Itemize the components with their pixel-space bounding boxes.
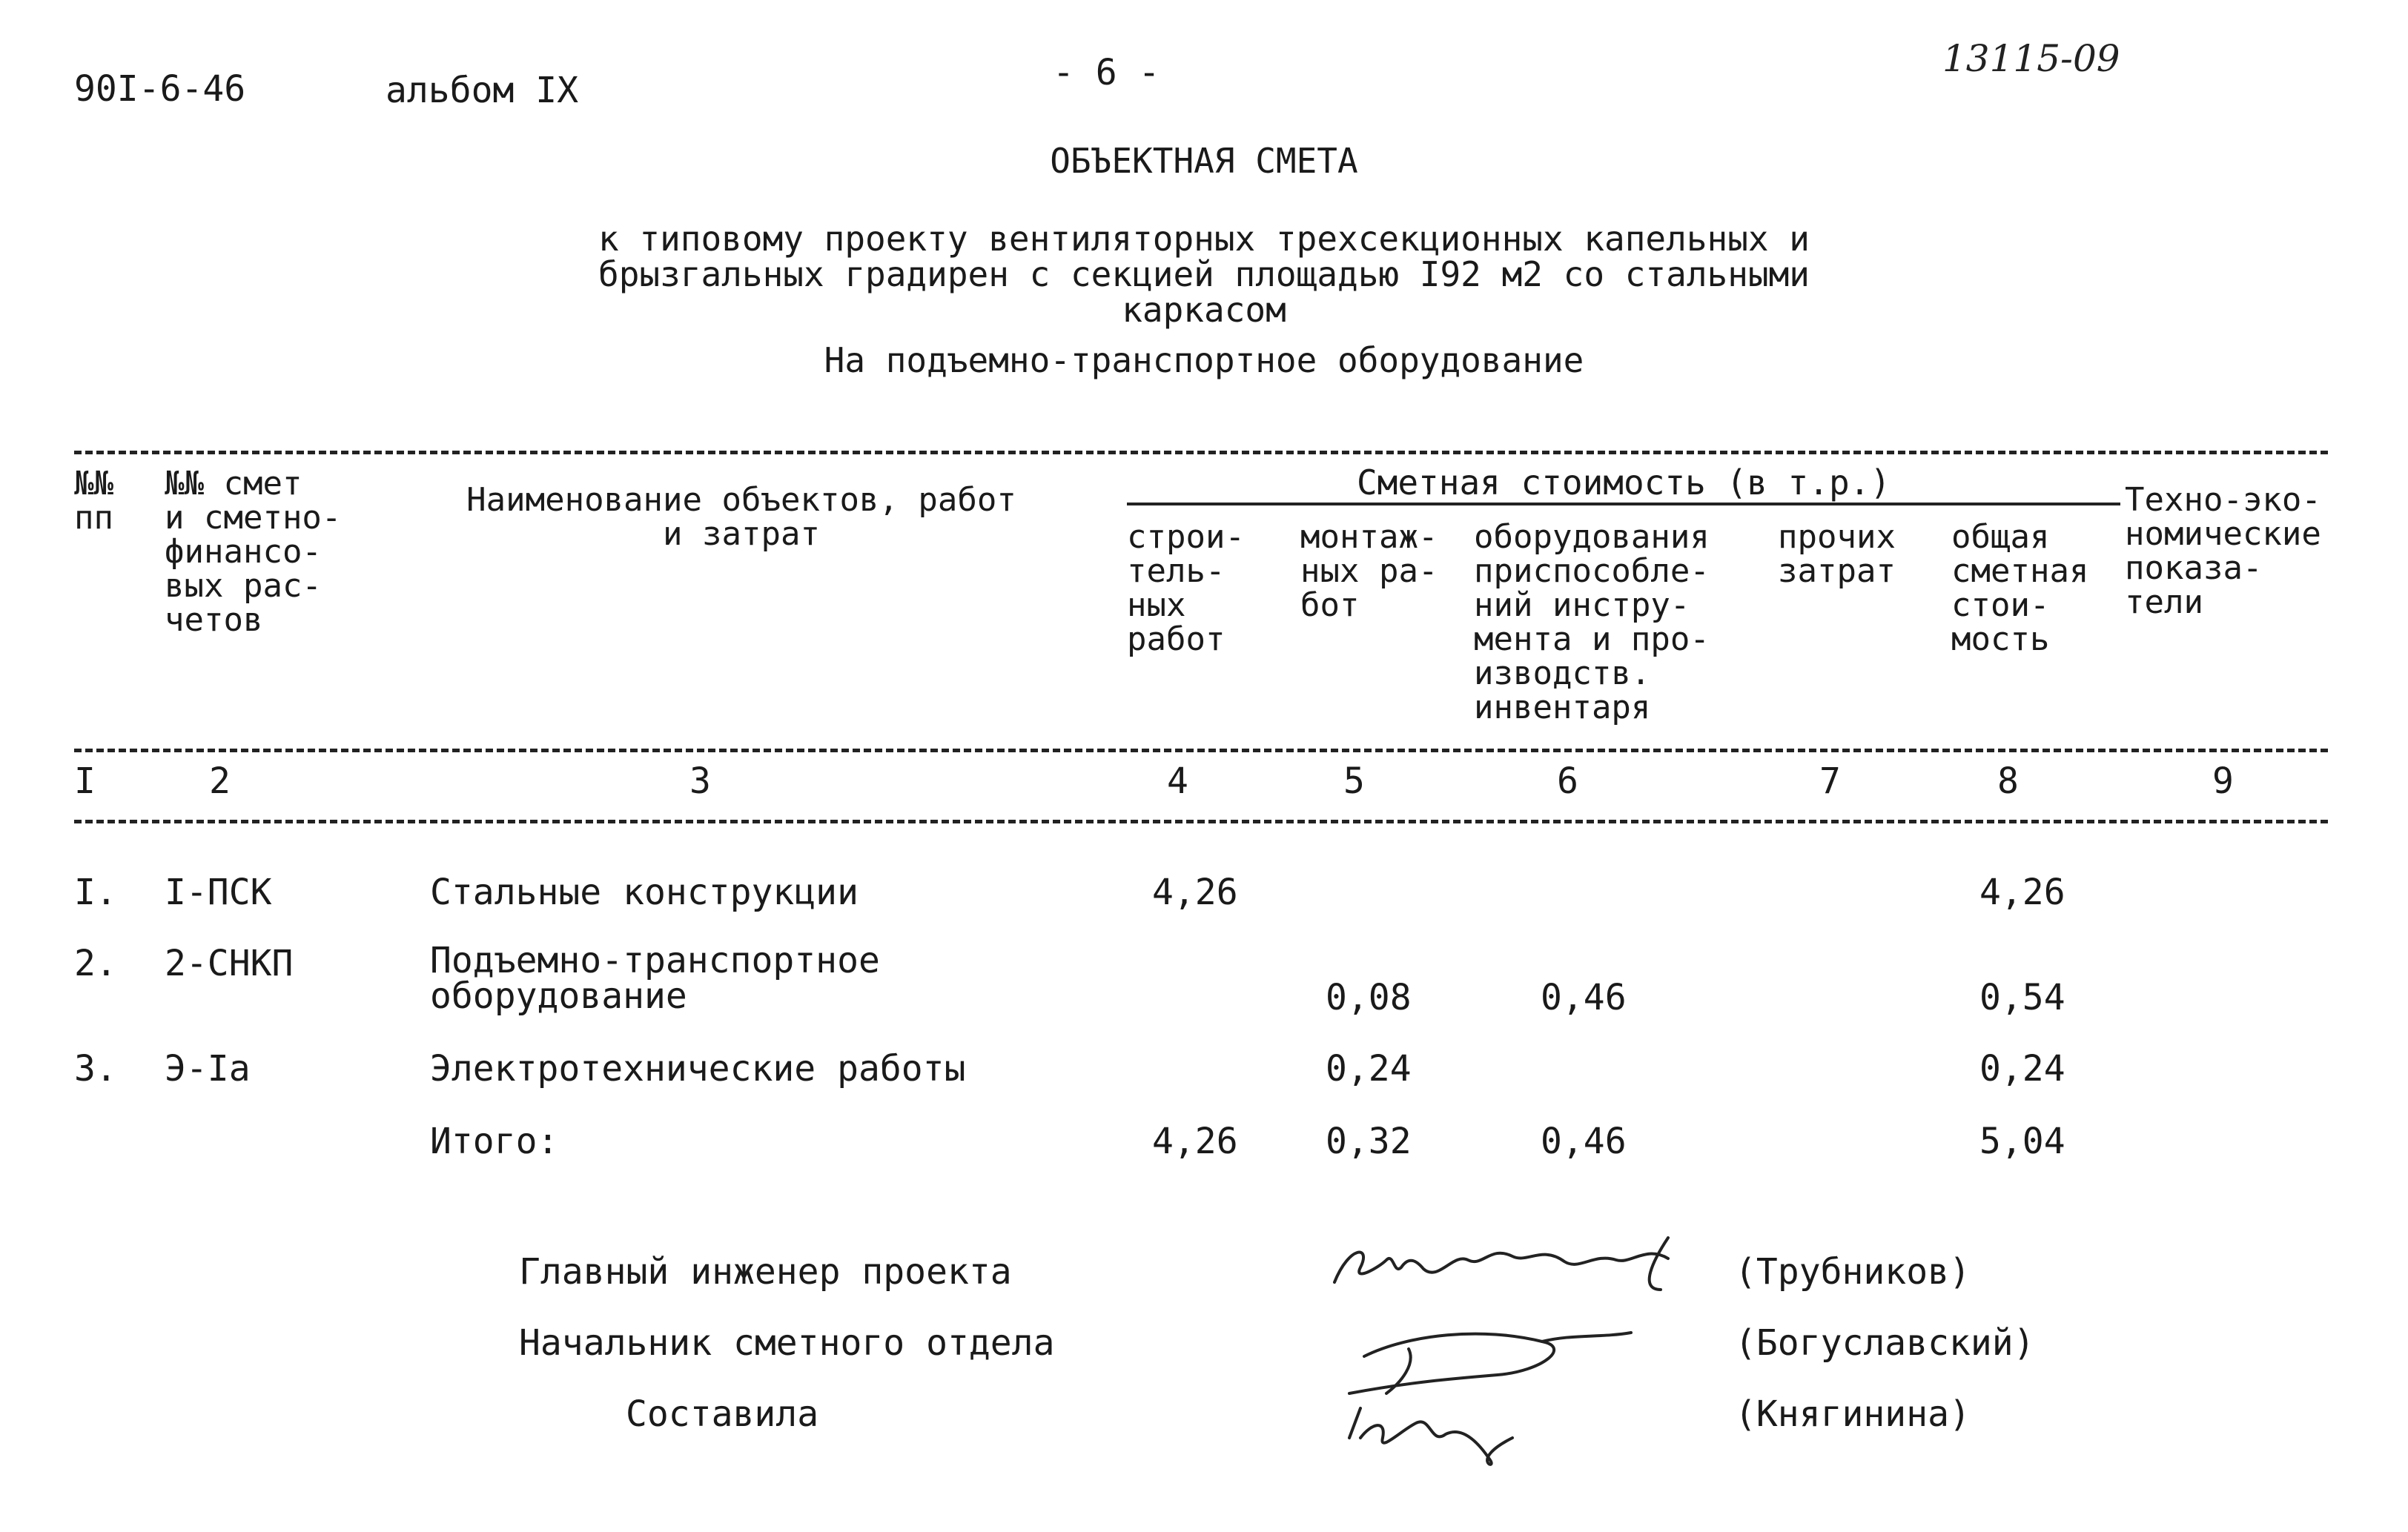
- cost-group-underline: [1127, 503, 2120, 505]
- page-number: - 6 -: [1053, 52, 1160, 93]
- signature-name-compiler: (Княгинина): [1735, 1393, 1971, 1435]
- row-installation-cost: 0,24: [1326, 1048, 1412, 1090]
- row-code: Э-Iа: [165, 1048, 251, 1090]
- subtitle-equipment: На подъемно-транспортное оборудование: [824, 340, 1584, 380]
- subtitle-line-3: каркасом: [1122, 290, 1286, 330]
- total-label: Итого:: [430, 1121, 559, 1162]
- cost-group-header: Сметная стоимость (в т.р.): [1356, 462, 1891, 503]
- document-title: ОБЪЕКТНАЯ СМЕТА: [1050, 141, 1358, 181]
- col-number-1: I: [74, 760, 96, 802]
- signature-name-estimate-head: (Богуславский): [1735, 1322, 2035, 1364]
- col9-header: Техно-эко- номические показа- тели: [2125, 481, 2321, 621]
- table-top-rule: [74, 451, 2328, 454]
- column-numbers-top-rule: [74, 749, 2328, 752]
- row-installation-cost: 0,08: [1326, 977, 1412, 1018]
- row-name: Стальные конструкции: [430, 872, 859, 913]
- signature-role-compiler: Составила: [626, 1393, 819, 1435]
- col-number-4: 4: [1167, 760, 1188, 802]
- row-code: I-ПСК: [165, 872, 272, 913]
- subtitle-line-1: к типовому проекту вентиляторных трехсекционных капельных и: [598, 219, 1810, 259]
- row-name: Подъемно-транспортное оборудование: [430, 940, 880, 1017]
- row-number: 3.: [74, 1048, 117, 1090]
- col-number-6: 6: [1557, 760, 1578, 802]
- col-number-9: 9: [2212, 760, 2234, 802]
- col6-header: оборудования приспособле- ний инстру- мента и про- изводств. инвентаря: [1474, 518, 1710, 726]
- row-number: 2.: [74, 943, 117, 984]
- col1-header: №№ пп: [74, 465, 113, 537]
- total-installation-cost: 0,32: [1326, 1121, 1412, 1162]
- column-numbers-bottom-rule: [74, 820, 2328, 823]
- signature-role-chief-engineer: Главный инженер проекта: [519, 1251, 1012, 1293]
- signature-role-estimate-head: Начальник сметного отдела: [519, 1322, 1055, 1364]
- handwritten-reference: 13115-09: [1942, 37, 2120, 80]
- row-total-cost: 4,26: [1979, 872, 2065, 913]
- col2-header: №№ смет и сметно- финансо- вых рас- четов: [165, 465, 342, 639]
- col5-header: монтаж- ных ра- бот: [1300, 518, 1438, 624]
- col7-header: прочих затрат: [1778, 518, 1896, 590]
- subtitle-line-2: брызгальных градирен с секцией площадью I92 м2 со стальными: [598, 254, 1810, 294]
- total-construction-cost: 4,26: [1152, 1121, 1238, 1162]
- row-construction-cost: 4,26: [1152, 872, 1238, 913]
- row-total-cost: 0,24: [1979, 1048, 2065, 1090]
- total-equipment-cost: 0,46: [1541, 1121, 1627, 1162]
- col-number-5: 5: [1343, 760, 1365, 802]
- total-sum: 5,04: [1979, 1121, 2065, 1162]
- handwritten-signatures-icon: [1320, 1216, 1764, 1482]
- album-label: альбом IX: [386, 70, 579, 111]
- col-number-7: 7: [1819, 760, 1841, 802]
- doc-code: 90I-6-46: [74, 68, 246, 110]
- col-number-3: 3: [689, 760, 711, 802]
- row-equipment-cost: 0,46: [1541, 977, 1627, 1018]
- col-number-2: 2: [209, 760, 231, 802]
- col3-header: Наименование объектов, работ и затрат: [466, 481, 1016, 553]
- signature-name-chief-engineer: (Трубников): [1735, 1251, 1971, 1293]
- row-total-cost: 0,54: [1979, 977, 2065, 1018]
- row-name: Электротехнические работы: [430, 1048, 966, 1090]
- col4-header: строи- тель- ных работ: [1127, 518, 1245, 658]
- row-code: 2-СНКП: [165, 943, 294, 984]
- col8-header: общая сметная стои- мость: [1951, 518, 2089, 658]
- row-number: I.: [74, 872, 117, 913]
- col-number-8: 8: [1997, 760, 2019, 802]
